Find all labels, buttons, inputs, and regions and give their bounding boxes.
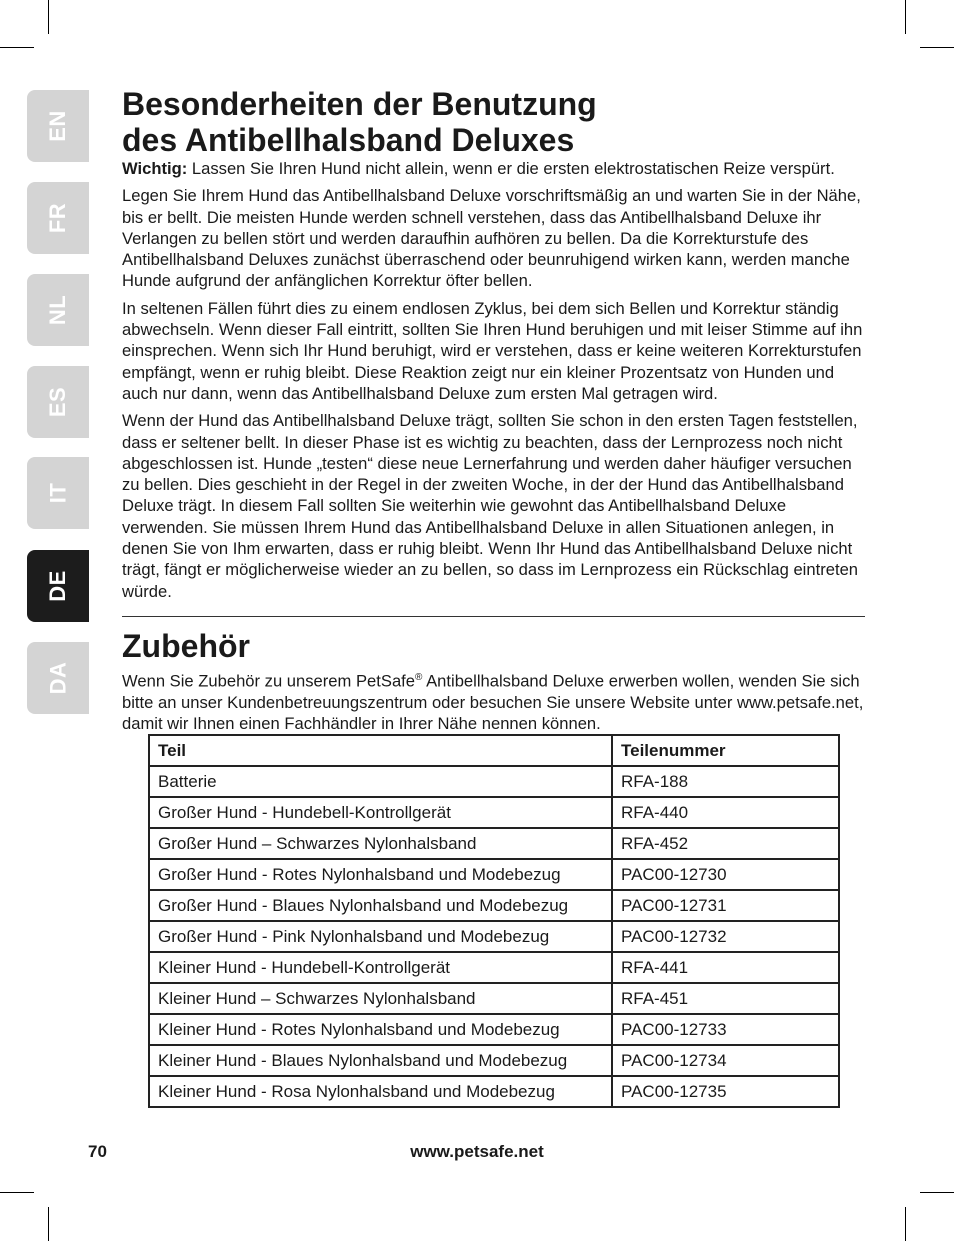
footer-url: www.petsafe.net [410, 1142, 544, 1161]
part-name: Kleiner Hund - Hundebell-Kontrollgerät [149, 952, 612, 983]
table-row [149, 828, 839, 859]
crop-mark [0, 47, 34, 48]
section-divider [122, 616, 865, 617]
header-part-number: Teilenummer [612, 735, 839, 766]
part-name: Großer Hund - Rotes Nylonhalsband und Modebezug [149, 859, 612, 890]
crop-mark [905, 0, 906, 34]
part-number: PAC00-12731 [612, 890, 839, 921]
paragraph: Wenn der Hund das Antibellhalsband Deluxe trägt, sollten Sie schon in den ersten Tagen feststellen, dass er seltener bellt. In dieser Phase ist es wichtig zu beachten, dass der Lernprozess noch nicht abgeschlossen ist. Hunde „testen“ diese neue Lernerfahrung und werden daher häufiger versuchen zu bellen. Dies geschieht in der Regel in der zweiten Woche, in der der Hund das Antibellhalsband Deluxe trägt. In diesem Fall sollten Sie weiterhin wie gewohnt das Antibellhalsband Deluxe verwenden. Sie müssen Ihrem Hund das Antibellhalsband Deluxe in allen Situationen anlegen, in denen Sie von Ihm erwarten, dass er ruhig bleibt. Wenn Ihr Hund das Antibellhalsband Deluxe nicht trägt, fängt er möglicherweise wieder an zu bellen, so dass im Lernprozess ein Rückschlag eintreten würde. [122, 411, 859, 601]
important-note [122, 158, 864, 179]
title-line-1: Besonderheiten der Benutzung [122, 86, 597, 122]
accessories-title: Zubehör [122, 627, 250, 664]
part-number: RFA-451 [612, 983, 839, 1014]
tab-da[interactable] [27, 642, 89, 714]
tab-label: NL [44, 294, 70, 326]
tab-it[interactable] [27, 457, 89, 529]
main-content [122, 86, 864, 734]
tab-nl[interactable] [27, 274, 89, 346]
tab-label: EN [45, 110, 70, 142]
header-part: Teil [149, 735, 612, 766]
part-name: Kleiner Hund - Rosa Nylonhalsband und Modebezug [149, 1076, 612, 1107]
part-number: PAC00-12735 [612, 1076, 839, 1107]
part-number: PAC00-12730 [612, 859, 839, 890]
tab-es[interactable] [27, 366, 89, 438]
part-number: RFA-452 [612, 828, 839, 859]
crop-mark [48, 0, 49, 34]
part-number: RFA-188 [612, 766, 839, 797]
crop-mark [0, 1192, 34, 1193]
table-row [149, 859, 839, 890]
tab-label: DE [45, 570, 70, 602]
page-number: 70 [88, 1142, 107, 1161]
part-name: Kleiner Hund - Rotes Nylonhalsband und Modebezug [149, 1014, 612, 1045]
tab-de[interactable] [27, 550, 89, 622]
table-row [149, 952, 839, 983]
table-row [149, 1076, 839, 1107]
table-row [149, 890, 839, 921]
tab-label: DA [45, 661, 70, 695]
tab-label: FR [44, 202, 70, 234]
part-name: Großer Hund - Hundebell-Kontrollgerät [149, 797, 612, 828]
part-name: Großer Hund - Blaues Nylonhalsband und Modebezug [149, 890, 612, 921]
tab-fr[interactable] [27, 182, 89, 254]
crop-mark [905, 1207, 906, 1241]
part-number: PAC00-12732 [612, 921, 839, 952]
table-row [149, 1045, 839, 1076]
part-number: RFA-440 [612, 797, 839, 828]
crop-mark [920, 47, 954, 48]
tab-label: IT [45, 482, 70, 504]
paragraph: Legen Sie Ihrem Hund das Antibellhalsband Deluxe vorschriftsmäßig an und warten Sie in der Nähe, bis er bellt. Die meisten Hunde werden schnell verstehen, dass das Antibellhalsband Deluxe ihr Verlangen zu bellen stört und werden daraufhin aufhören zu bellen. Da die Korrekturstufe des Antibellhalsband Deluxes zunächst überraschend oder beunruhigend wirken kann, werden manche Hunde aufgrund der anfänglichen Korrektur öfter bellen. [122, 186, 861, 291]
part-name: Großer Hund - Pink Nylonhalsband und Modebezug [149, 921, 612, 952]
tab-en[interactable] [27, 90, 89, 162]
table-row [149, 797, 839, 828]
parts-table [148, 734, 840, 1108]
paragraph: In seltenen Fällen führt dies zu einem endlosen Zyklus, bei dem sich Bellen und Korrektur ständig abwechseln. Wenn dieser Fall eintritt, sollten Sie Ihren Hund beruhigen und mit leiser Stimme auf ihn einsprechen. Wenn sich Ihr Hund beruhigt, wird er verstehen, dass er keine weiteren Korrekturstufen empfängt, wenn er ruhig bleibt. Diese Reaktion zeigt nur ein kleiner Prozentsatz von Hunden und auch nur dann, wenn das Antibellhalsband Deluxe zum ersten Mal getragen wird. [122, 298, 863, 403]
table-row [149, 983, 839, 1014]
part-name: Kleiner Hund - Blaues Nylonhalsband und Modebezug [149, 1045, 612, 1076]
intro-text-a: Wenn Sie Zubehör zu unserem PetSafe [122, 671, 416, 691]
part-name: Großer Hund – Schwarzes Nylonhalsband [149, 828, 612, 859]
crop-mark [48, 1207, 49, 1241]
intro-text-b: Antibellhalsband Deluxe erwerben wollen, wenden Sie sich bitte an unser Kundenbetreuungszentrum oder besuchen Sie unsere Website unter www.petsafe.net, damit wir Ihnen einen Fachhändler in Ihrer Nähe nennen können. [122, 671, 864, 734]
table-row [149, 921, 839, 952]
table-header-row [149, 735, 839, 766]
section-title [122, 86, 864, 158]
part-number: RFA-441 [612, 952, 839, 983]
important-text: Lassen Sie Ihren Hund nicht allein, wenn er die ersten elektrostatischen Reize verspürt. [187, 159, 835, 178]
table-row [149, 1014, 839, 1045]
registered-mark: ® [415, 671, 423, 683]
crop-mark [920, 1192, 954, 1193]
tab-label: ES [44, 386, 70, 418]
accessories-intro [122, 667, 864, 734]
part-name: Kleiner Hund – Schwarzes Nylonhalsband [149, 983, 612, 1014]
part-number: PAC00-12734 [612, 1045, 839, 1076]
title-line-2: des Antibellhalsband Deluxes [122, 122, 575, 158]
important-label: Wichtig: [122, 159, 188, 178]
part-number: PAC00-12733 [612, 1014, 839, 1045]
part-name: Batterie [149, 766, 612, 797]
table-row [149, 766, 839, 797]
